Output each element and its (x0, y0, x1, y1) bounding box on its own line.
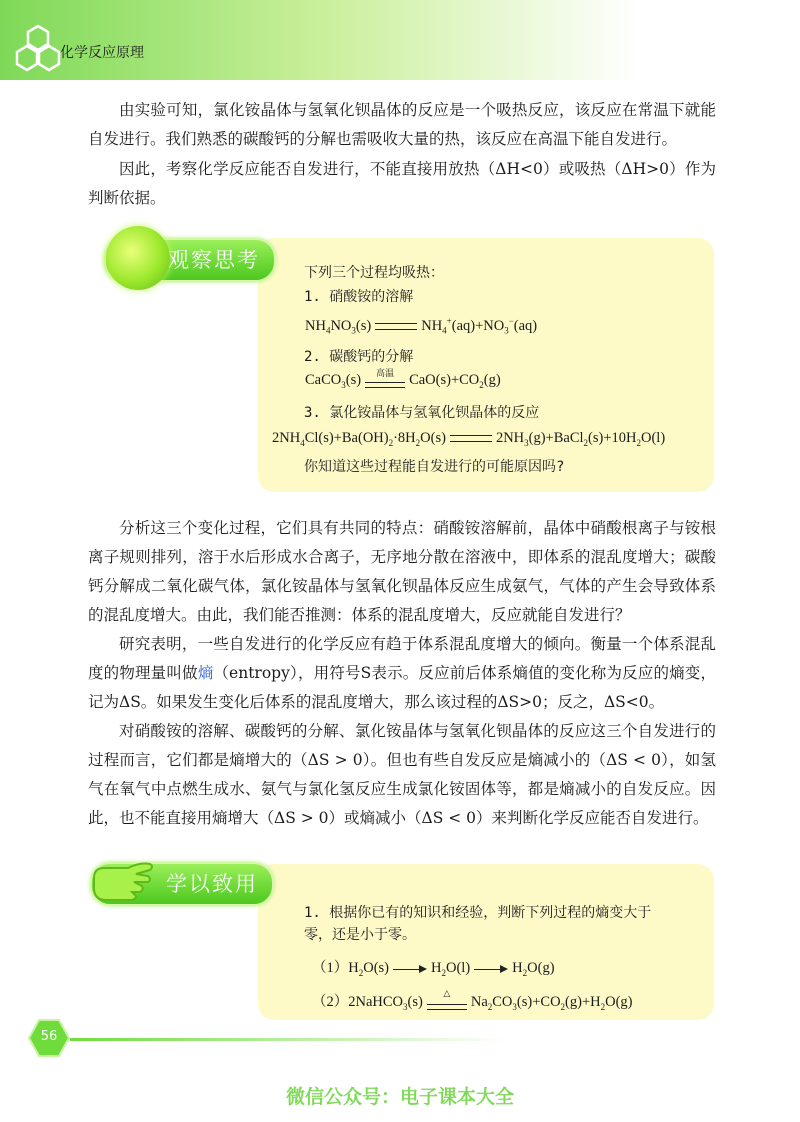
apply-equation-1: $(1)H_2O(s)$ $H_2O(l)$ $H_2O(g)$ (312, 960, 555, 978)
high-temp-condition: 高温 (376, 367, 395, 378)
sub2-label: （2） (312, 994, 349, 1010)
item2-title: 2. 碳酸钙的分解 (304, 349, 414, 365)
footer-line (70, 1038, 510, 1041)
pointing-hand-icon (88, 852, 158, 908)
header-band (0, 0, 800, 80)
apply-q1-line2: 零，还是小于零。 (304, 927, 416, 943)
paragraph-4-part-a: 研究表明，一些自发进行的化学反应有趋于体系混乱度增大的倾向。衡量一个体系混乱度的物理量叫做 (88, 635, 716, 682)
paragraph-4 (88, 630, 716, 717)
hexagon-logo-icon (8, 22, 68, 82)
observe-question: 你知道这些过程能自发进行的可能原因吗? (304, 459, 565, 475)
chapter-title: 化学反应原理 (60, 45, 144, 61)
entropy-term: 熵 (197, 664, 214, 682)
page-number: 56 (40, 1029, 58, 1044)
paragraph-3: 分析这三个变化过程，它们具有共同的特点：硝酸铵溶解前，晶体中硝酸根离子与铵根离子规则排列，溶于水后形成水合离子，无序地分散在溶液中，即体系的混乱度增大；碳酸钙分解成二氧化碳气体，氯化铵晶体与氢氧化钡晶体反应生成氨气，气体的产生会导致体系的混乱度增大。由此，我们能否推测：体系的混乱度增大，反应就能自发进行？ (88, 519, 716, 624)
observe-intro: 下列三个过程均吸热： (304, 265, 444, 281)
apply-label: 学以致用 (166, 872, 258, 896)
observe-think-label: 观察思考 (168, 248, 260, 272)
equation-3: $2NH_4Cl(s)+Ba(OH)_2\cdot 8H_2O(s)$ $2NH_3(g)+BaCl_2(s)+10H_2O(l)$ (272, 430, 666, 448)
watermark: 微信公众号：电子课本大全 (285, 1086, 514, 1108)
paragraph-2: 因此，考察化学反应能否自发进行，不能直接用放热（ΔH<0）或吸热（ΔH>0）作为判断依据。 (88, 160, 716, 207)
equation-1: $NH_4NO_3(s)$ $NH_4^+(aq)+NO_3^-(aq)$ (305, 316, 538, 336)
item1-title: 1. 硝酸铵的溶解 (304, 289, 414, 305)
paragraph-4-part-b: （entropy），用符号S表示。反应前后体系熵值的变化称为反应的熵变，记为ΔS。如果发生变化后体系的混乱度增大，那么该过程的ΔS>0；反之，ΔS<0。 (88, 664, 716, 711)
paragraph-5: 对硝酸铵的溶解、碳酸钙的分解、氯化铵晶体与氢氧化钡晶体的反应这三个自发进行的过程而言，它们都是熵增大的（ΔS > 0）。但也有些自发反应是熵减小的（ΔS < 0），如氢气在氧气中点燃生成水、氨气与氯化氢反应生成氯化铵固体等，都是熵减小的自发反应。因此，也不能直接用熵增大（ΔS > 0）或熵减小（ΔS < 0）来判断化学反应能否自发进行。 (88, 722, 716, 827)
magnifier-globe-icon (106, 226, 170, 290)
apply-equation-2: （2）2NaHCO$_3$(s) △ $Na_2CO_3(s)+CO_2(g)+H_2O(g)$ (312, 987, 633, 1012)
apply-q1-line1: 1. 根据你已有的知识和经验，判断下列过程的熵变大于 (304, 905, 652, 921)
item3-title: 3. 氯化铵晶体与氢氧化钡晶体的反应 (304, 405, 540, 421)
equation-2: CaCO$_3$(s) 高温 $CaO(s)+CO_2(g)$ (305, 367, 501, 390)
heat-condition: △ (443, 987, 451, 998)
sub1-label: （1） (312, 960, 349, 976)
paragraph-1: 由实验可知，氯化铵晶体与氢氧化钡晶体的反应是一个吸热反应，该反应在常温下就能自发进行。我们熟悉的碳酸钙的分解也需吸收大量的热，该反应在高温下能自发进行。 (88, 101, 716, 148)
